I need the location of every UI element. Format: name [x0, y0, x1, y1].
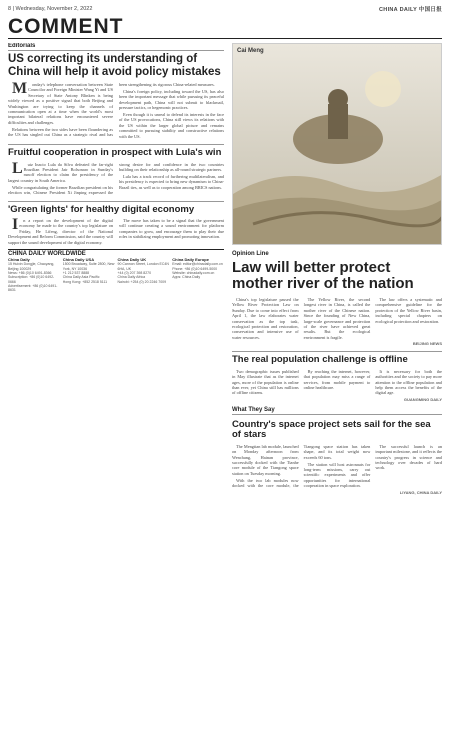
office-line: Subscription: +86 (0)10 6492-0666	[8, 275, 55, 284]
what-they-say-article	[232, 407, 442, 495]
footer-title: CHINA DAILY WORLDWIDE	[8, 251, 86, 258]
paragraph: While congratulating the former Brazilian president on his election win, Chinese President Xi Jinping expressed the strong desire for and confidence in the two countries building on their relationship as all-round strategic partners.	[8, 161, 224, 196]
office-line: China Daily Asia Pacific	[62, 275, 100, 280]
paragraph: The successful launch is an important milestone, and it reflects the country's progress in science and technology over decades of hard work.	[375, 443, 442, 471]
paragraph: Luiz Inacio Lula da Silva defeated the far-right Brazilian President Jair Bolsonaro in Sunday's runoff election to claim the presidency of the largest country in South America.	[8, 159, 113, 183]
opinion-body	[232, 369, 442, 396]
paragraph: The move has taken to be a signal that the government will continue creating a sound environment for platform companies to grow, and encourage them to play their due roles in stabilizing employment and promoting innovation.	[119, 218, 224, 240]
section-banner: COMMENT	[8, 16, 442, 39]
what-they-say-label: What They Say	[232, 407, 442, 415]
editorials-column	[8, 43, 224, 733]
opinion-label: Opinion Line	[232, 251, 269, 257]
opinion-article	[232, 260, 442, 346]
office-name: China Daily Europe	[172, 257, 209, 263]
illustration-credit: Cai Meng	[237, 48, 264, 54]
page-header	[8, 4, 442, 14]
editorial-headline: Fruitful cooperation in prospect with Lula's win	[8, 144, 224, 159]
paragraph: In a report on the development of the digital economy he made to the country's top legislature on Friday, He Lifeng, director of the National Development and Reform Commission, said the country will support the sound development of the digital economy.	[8, 216, 113, 245]
office-line: 1500 Broadway, Suite 2800, New York, NY 10036	[62, 262, 115, 271]
offices-grid	[8, 258, 224, 292]
office-line: Hong Kong: +852 2518 5111	[62, 279, 108, 284]
office-line: Website: chinadaily.com.cn	[172, 270, 215, 275]
office-line: 90 Cannon Street, London EC4N 6HA, UK	[117, 262, 169, 271]
office-line: 15 Huixin Dongjie, Chaoyang, Beijing 100029	[8, 262, 55, 271]
editorial-headline: 'Green lights' for healthy digital economy	[8, 201, 224, 216]
paragraph: China's foreign policy, including toward the US, has also been the important message that while pursuing its peaceful development path, China will not submit to blackmail, pressure tactics, or hegemonic practices.	[119, 88, 224, 111]
office-line: +44 (0) 207 398 8270	[117, 270, 152, 275]
paragraph: Two demographic issues published in May illustrate that as the internet ages, more of the population is online than ever, yet China still has millions of offline citizens.	[232, 368, 299, 396]
what-they-say-body	[232, 444, 442, 489]
paragraph: The Mengtian lab module, launched on Monday afternoon from Wenchang, Hainan province, successfully docked with the Tianhe core module of the Tiangong space station on Tuesday morning.	[232, 443, 299, 476]
editorial-headline: US correcting its understanding of China will help it avoid policy mistakes	[8, 53, 221, 78]
editorial-article	[8, 144, 224, 195]
paragraph: The law offers a systematic and comprehensive guideline for the protection of the Yellow River basin, including special chapters on ecological protection and restoration.	[375, 297, 442, 324]
paragraph: The Yellow River, the second longest river in China, is called the mother river of the Chinese nation. Since the founding of New China, large-scale governance and protection of the river have achieved great results. But the ecological environment is fragile.	[303, 297, 371, 340]
office-line: China Daily Africa	[117, 275, 146, 280]
office-line: Advertisement: +86 (0)10 6491-8631	[8, 283, 58, 293]
byline: BEIJING NEWS	[412, 341, 442, 347]
what-they-say-headline: Country's space project sets sail for the sea of stars	[232, 418, 431, 441]
office-item	[118, 258, 170, 292]
office-name: China Daily UK	[117, 257, 147, 263]
paragraph: With the two lab modules now docked with the core module, the Tiangong space station has taken shape, and its total weight now exceeds 60 tons.	[232, 443, 371, 489]
editorial-article	[8, 53, 224, 139]
office-line: Nairobi: +254 (0) 20 2246 7009	[117, 279, 167, 284]
office-name: China Daily USA	[62, 257, 95, 263]
paragraph: Even though it is unreal to defend its interests in the face of the US provocations, China still views its relations with the US within the larger global picture and remains committed to pursuing stability and constructive relations with the US.	[119, 112, 224, 139]
office-line: Phone: +86 (0)10 6499-5000	[172, 266, 218, 271]
office-item	[172, 258, 224, 292]
content-columns	[8, 43, 442, 733]
byline: LIYANG, CHINA DAILY	[399, 489, 442, 495]
office-item	[8, 258, 60, 292]
editorial-body	[8, 159, 224, 196]
editorial-article	[8, 201, 224, 246]
opinion-column	[232, 43, 442, 733]
opinion-headline: The real population challenge is offline	[232, 351, 442, 366]
paragraph: By reaching the internet, however, that population may miss a range of services, from mobile payment to online healthcare.	[303, 368, 371, 390]
editorial-body	[8, 218, 224, 245]
editorials-label: Editorials	[8, 43, 224, 51]
office-line: News: +86 (0)10 6491-8366	[8, 270, 52, 275]
byline: GUANGMING DAILY	[403, 396, 442, 402]
office-item	[63, 258, 115, 292]
paragraph: Monday's telephone conversation between State Councilor and Foreign Minister Wang Yi and US Secretary of State Antony Blinken is being widely viewed as a positive signal that both Beijing and Washington are trying to keep the channels of communication open at a time when the world's most important bilateral relations have encountered severe difficulties and challenges.	[8, 80, 113, 125]
footer-offices	[8, 249, 224, 292]
paragraph: Relations between the two sides have been floundering as the US has singled out China as a strategic rival and has been strengthening its rigorous China-related measures.	[8, 82, 215, 138]
opinion-body	[232, 297, 442, 340]
office-name: China Daily	[8, 257, 30, 263]
paragraph: The station will host astronauts for long-term missions, carry out scientific experiments and offer opportunities for international cooperation in space exploration.	[303, 461, 371, 489]
illustration-art	[233, 44, 442, 244]
office-line: Apps: China Daily	[172, 275, 201, 280]
opinion-headline: Law will better protect mother river of the nation	[232, 259, 414, 292]
brand-name: CHINA DAILY 中国日报	[379, 7, 442, 13]
office-line: +1 212 537 8888	[62, 270, 90, 275]
opinion-article	[232, 351, 442, 402]
paragraph: It is necessary for both the authorities and the society to pay more attention to the offline population and help them access the benefits of the digital age.	[375, 368, 442, 396]
editorial-illustration	[232, 43, 442, 245]
page-info: 8 | Wednesday, November 2, 2022	[8, 6, 93, 12]
office-line: Email: editor@chinadaily.com.cn	[172, 262, 223, 267]
paragraph: Lula has a track record of furthering multilateralism, and his presidency is expected to bring new dynamism to China-Brazil ties, as well as to cooperation among BRICS nations.	[119, 173, 224, 190]
editorial-body	[8, 82, 224, 139]
paragraph: China's top legislature passed the Yellow River Protection Law on Sunday. Due to come into effect from April 1, the law elaborates water conservation as the top task, ecological protection and restoration, conservation and intensive use of water resources.	[232, 297, 299, 340]
